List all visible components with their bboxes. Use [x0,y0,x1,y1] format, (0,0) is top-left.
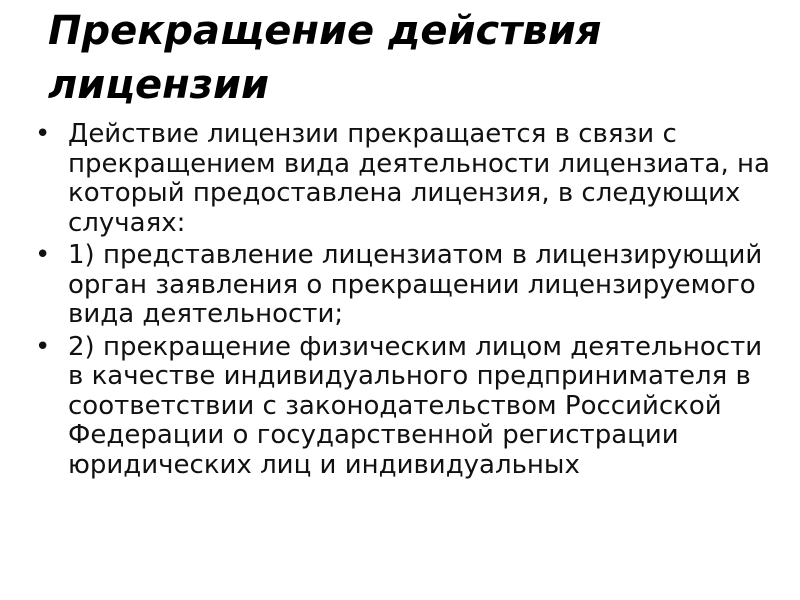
bullet-text: 1) представление лицензиатом в лицензирующий орган заявления о прекращении лицензируемого вида деятельности; [68,240,763,329]
bullet-item [35,120,775,238]
bullet-item [35,333,775,481]
bullet-text: 2) прекращение физическим лицом деятельности в качестве индивидуального предпринимателя в соответствии с законодательством Российской Федерации о государственной регистрации юридических лиц и индивидуальных [68,331,763,480]
bullet-item [35,241,775,330]
bullet-dot-icon: • [35,240,51,270]
bullet-text: Действие лицензии прекращается в связи с прекращением вида деятельности лицензиата, на который предоставлена лицензия, в следующих случаях: [68,119,770,238]
slide-title: Прекращение действия лицензии [48,8,602,108]
bullet-list [35,120,775,483]
bullet-dot-icon: • [35,331,51,362]
bullet-dot-icon: • [35,119,51,149]
